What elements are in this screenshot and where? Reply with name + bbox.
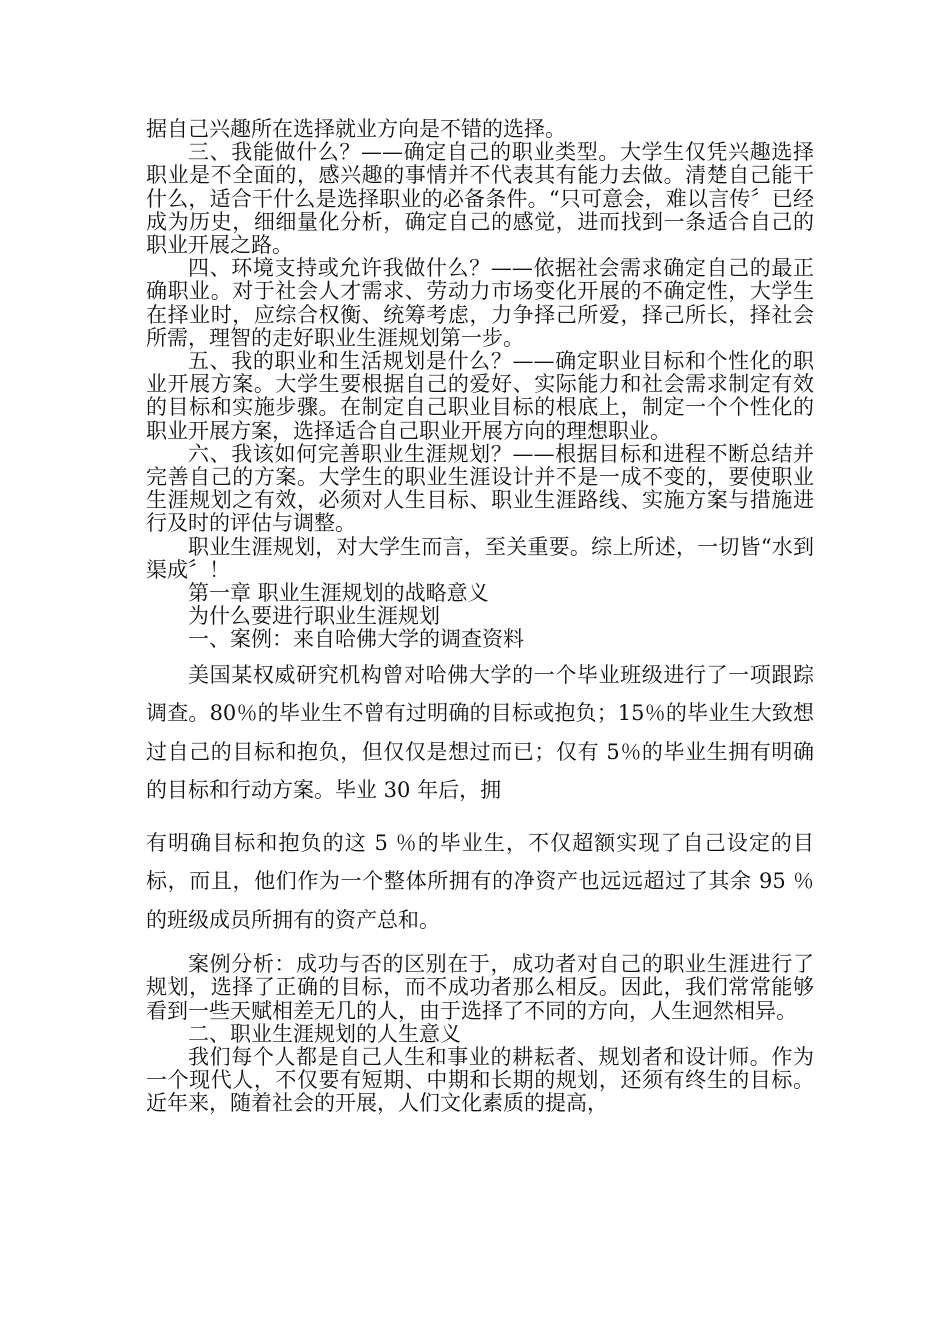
case-study-part-1: 美国某权威研究机构曾对哈佛大学的一个毕业班级进行了一项跟踪调查。80％的毕业生不曾有过明确的目标或抱负；15％的毕业生大致想过自己的目标和抱负，但仅仅是想过而已；仅有 5％的毕业生拥有明确的目标和行动方案。毕业 30 年后，拥 — [146, 662, 814, 803]
case-heading: 一、案例：来自哈佛大学的调查资料 — [188, 627, 524, 652]
paragraph-improve-plan: 六、我该如何完善职业生涯规划？——根据目标和进程不断总结并完善自己的方案。大学生的职业生涯设计并不是一成不变的，要使职业生涯规划之有效，必须对人生目标、职业生涯路线、实施方案与措施进行及时的评估与调整。 — [146, 441, 814, 536]
life-meaning-heading: 二、职业生涯规划的人生意义 — [188, 1021, 461, 1046]
paragraph-environment: 四、环境支持或允许我做什么？——依据社会需求确定自己的最正确职业。对于社会人才需求、劳动力市场变化开展的不确定性，大学生在择业时，应综合权衡、统筹考虑，力争择己所爱，择己所长，择社会所需，理智的走好职业生涯规划第一步。 — [146, 256, 814, 350]
paragraph-life-meaning: 我们每个人都是自己人生和事业的耕耘者、规划者和设计师。作为一个现代人，不仅要有短期、中期和长期的规划，还须有终生的目标。近年来，随着社会的开展，人们文化素质的提高， — [146, 1044, 814, 1116]
section-heading: 为什么要进行职业生涯规划 — [188, 604, 440, 629]
document-page — [146, 118, 814, 1116]
paragraph-conclusion: 职业生涯规划，对大学生而言，至关重要。综上所述，一切皆“水到渠成〞！ — [146, 534, 814, 582]
paragraph-case-analysis: 案例分析：成功与否的区别在于，成功者对自己的职业生涯进行了规划，选择了正确的目标，而不成功者那么相反。因此，我们常常能够看到一些天赋相差无几的人，由于选择了不同的方向，人生迥然相异。 — [146, 952, 814, 1023]
case-study-text — [146, 656, 814, 940]
paragraph-career-plan: 五、我的职业和生活规划是什么？——确定职业目标和个性化的职业开展方案。大学生要根据自己的爱好、实际能力和社会需求制定有效的目标和实施步骤。在制定自己职业目标的根底上，制定一个个性化的职业开展方案，选择适合自己职业开展方向的理想职业。 — [146, 349, 814, 443]
paragraph-what-can-i-do: 三、我能做什么？——确定自己的职业类型。大学生仅凭兴趣选择职业是不全面的，感兴趣的事情并不代表其有能力去做。清楚自己能干什么，适合干什么是选择职业的必备条件。“只可意会，难以言传〞已经成为历史，细细量化分析，确定自己的感觉，进而找到一条适合自己的职业开展之路。 — [146, 140, 814, 258]
paragraph-interest-continuation: 据自己兴趣所在选择就业方向是不错的选择。 — [146, 117, 566, 141]
chapter-heading: 第一章 职业生涯规划的战略意义 — [188, 581, 489, 606]
case-study-part-2: 有明确目标和抱负的这 5 ％的毕业生，不仅超额实现了自己设定的目标，而且，他们作为一个整体所拥有的净资产也远远超过了其余 95 ％的班级成员所拥有的资产总和。 — [146, 830, 814, 932]
